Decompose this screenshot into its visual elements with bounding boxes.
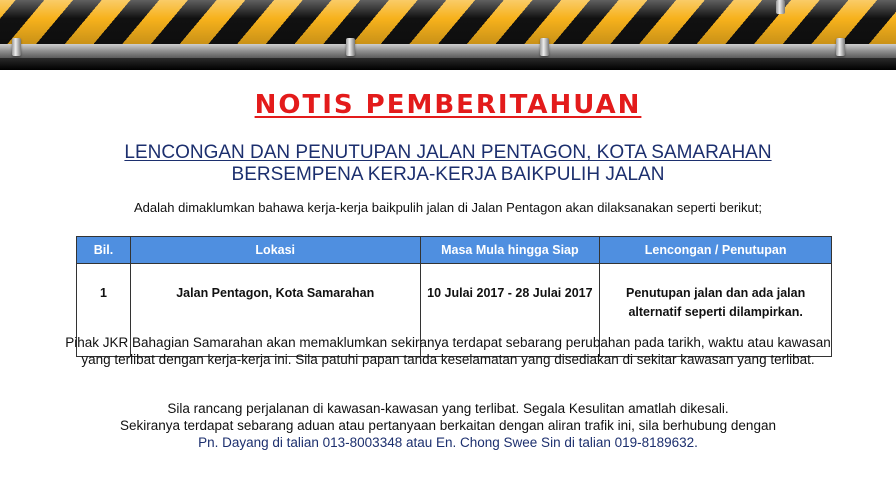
- stripe-shading: [0, 0, 896, 46]
- barrier-banner: [0, 0, 896, 72]
- table-header-row: [77, 237, 832, 264]
- bolt-icon: [346, 38, 355, 56]
- lencongan-line-2: alternatif seperti dilampirkan.: [628, 305, 803, 319]
- lencongan-line-1: Penutupan jalan dan ada jalan: [626, 286, 806, 300]
- intro-text: Adalah dimaklumkan bahawa kerja-kerja baikpulih jalan di Jalan Pentagon akan dilaksanakan seperti berikut;: [134, 200, 762, 215]
- subtitle-line-2: BERSEMPENA KERJA-KERJA BAIKPULIH JALAN: [231, 164, 665, 185]
- para2-line-2: Sekiranya terdapat sebarang aduan atau pertanyaan berkaitan dengan aliran trafik ini, sila berhubung dengan: [120, 418, 776, 433]
- header-lencongan: Lencongan / Penutupan: [600, 237, 832, 264]
- cell-lokasi: Jalan Pentagon, Kota Samarahan: [130, 264, 420, 357]
- notice-title: NOTIS PEMBERITAHUAN: [254, 90, 642, 120]
- metal-rail: [0, 44, 896, 58]
- para1-line-1: Pihak JKR Bahagian Samarahan akan memaklumkan sekiranya terdapat sebarang perubahan pada tarikh, waktu atau kawasan: [65, 335, 831, 350]
- notice-paragraph-1: [0, 334, 896, 368]
- cell-bil: 1: [77, 264, 131, 357]
- header-masa: Masa Mula hingga Siap: [420, 237, 600, 264]
- rail-shadow: [0, 58, 896, 70]
- para1-line-2: yang terlibat dengan kerja-kerja ini. Sila patuhi papan tanda keselamatan yang disediakan di sekitar kawasan yang terlibat.: [81, 352, 815, 367]
- para2-line-1: Sila rancang perjalanan di kawasan-kawasan yang terlibat. Segala Kesulitan amatlah dikesali.: [167, 401, 729, 416]
- notice-subtitle: [0, 142, 896, 186]
- contact-info: Pn. Dayang di talian 013-8003348 atau En. Chong Swee Sin di talian 019-8189632.: [198, 435, 698, 450]
- header-lokasi: Lokasi: [130, 237, 420, 264]
- notice-title-wrap: [0, 90, 896, 120]
- notice-paragraph-2: [0, 400, 896, 451]
- bolt-icon: [12, 38, 21, 56]
- bolt-icon: [776, 0, 785, 14]
- header-bil: Bil.: [77, 237, 131, 264]
- subtitle-line-1: LENCONGAN DAN PENUTUPAN JALAN PENTAGON, KOTA SAMARAHAN: [124, 142, 772, 163]
- cell-masa: 10 Julai 2017 - 28 Julai 2017: [420, 264, 600, 357]
- bolt-icon: [836, 38, 845, 56]
- bolt-icon: [540, 38, 549, 56]
